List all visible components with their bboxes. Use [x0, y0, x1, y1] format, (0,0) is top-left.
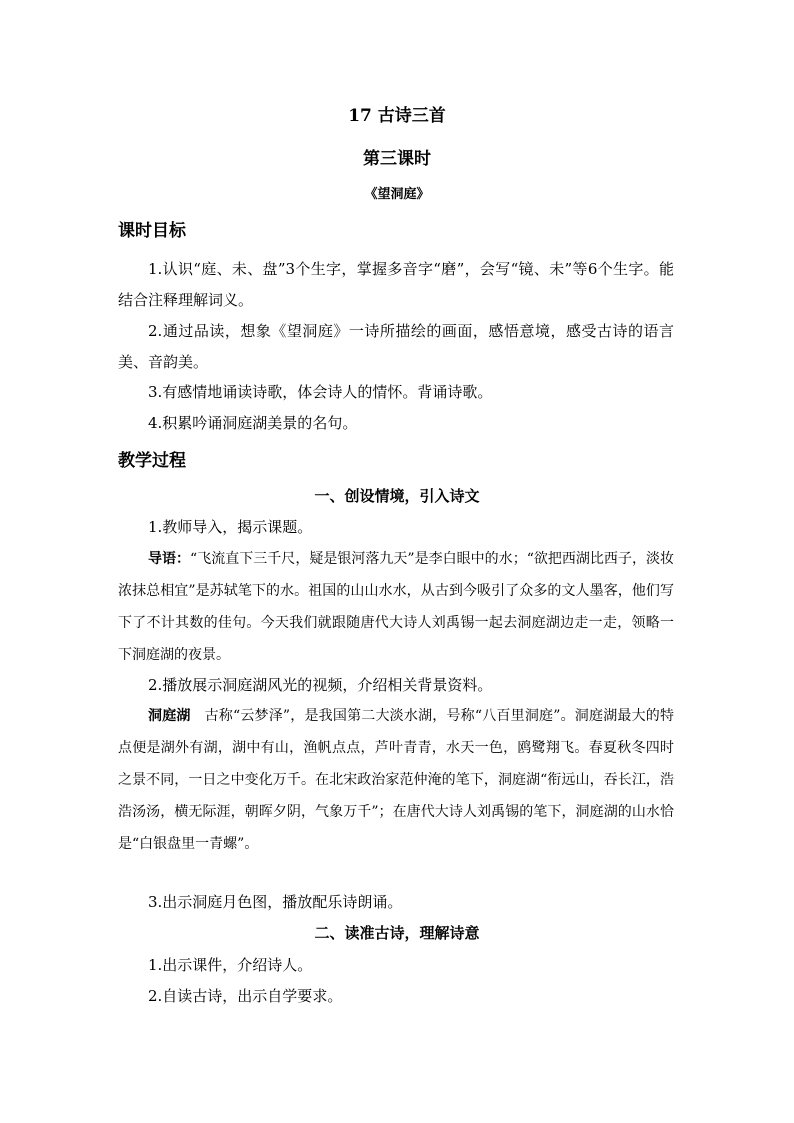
process-heading: 教学过程	[118, 451, 186, 471]
lesson-subtitle: 第三课时	[363, 149, 431, 169]
lake-label: 洞庭湖	[148, 708, 191, 724]
page-title: 17 古诗三首	[348, 106, 446, 126]
intro-paragraph	[118, 543, 674, 671]
lake-paragraph	[118, 700, 674, 860]
section2-step2: 2.自读古诗，出示自学要求。	[148, 987, 343, 1005]
goals-heading: 课时目标	[118, 221, 186, 241]
section1-step2: 2.播放展示洞庭湖风光的视频，介绍相关背景资料。	[148, 676, 493, 694]
section1-step3: 3.出示洞庭月色图，播放配乐诗朗诵。	[148, 893, 403, 911]
section1-title: 一、创设情境，引入诗文	[314, 487, 480, 505]
goal-item-1: 1.认识“庭、未、盘”3个生字，掌握多音字“磨”，会写“镜、未”等6个生字。能结合注释理解词义。	[118, 260, 674, 309]
goal-item-3: 3.有感情地诵读诗歌，体会诗人的情怀。背诵诗歌。	[148, 383, 493, 401]
goal-item-4: 4.积累吟诵洞庭湖美景的名句。	[148, 414, 358, 432]
lake-text: 古称“云梦泽”，是我国第二大淡水湖，号称“八百里洞庭”。洞庭湖最大的特点便是湖外有湖，湖中有山，渔帆点点，芦叶青青，水天一色，鸥鹭翔飞。春夏秋冬四时之景不同，一日之中变化万千。在北宋政治家范仲淹的笔下，洞庭湖“衔远山，吞长江，浩浩汤汤，横无际涯，朝晖夕阴，气象万千”；在唐代大诗人刘禹锡的笔下，洞庭湖的山水恰是“白银盘里一青螺”。	[118, 708, 674, 852]
goal-item-2: 2.通过品读，想象《望洞庭》一诗所描绘的画面，感悟意境，感受古诗的语言美、音韵美。	[118, 322, 674, 371]
poem-name: 《望洞庭》	[364, 187, 430, 202]
section1-step1: 1.教师导入，揭示课题。	[148, 518, 313, 536]
intro-label: 导语：	[148, 551, 191, 567]
section2-step1: 1.出示课件，介绍诗人。	[148, 956, 313, 974]
intro-text: “飞流直下三千尺，疑是银河落九天”是李白眼中的水；“欲把西湖比西子，淡妆浓抹总相宜”是苏轼笔下的水。祖国的山山水水，从古到今吸引了众多的文人墨客，他们写下了不计其数的佳句。今天我们就跟随唐代大诗人刘禹锡一起去洞庭湖边走一走，领略一下洞庭湖的夜景。	[118, 551, 674, 663]
section2-title: 二、读准古诗，理解诗意	[314, 924, 480, 942]
